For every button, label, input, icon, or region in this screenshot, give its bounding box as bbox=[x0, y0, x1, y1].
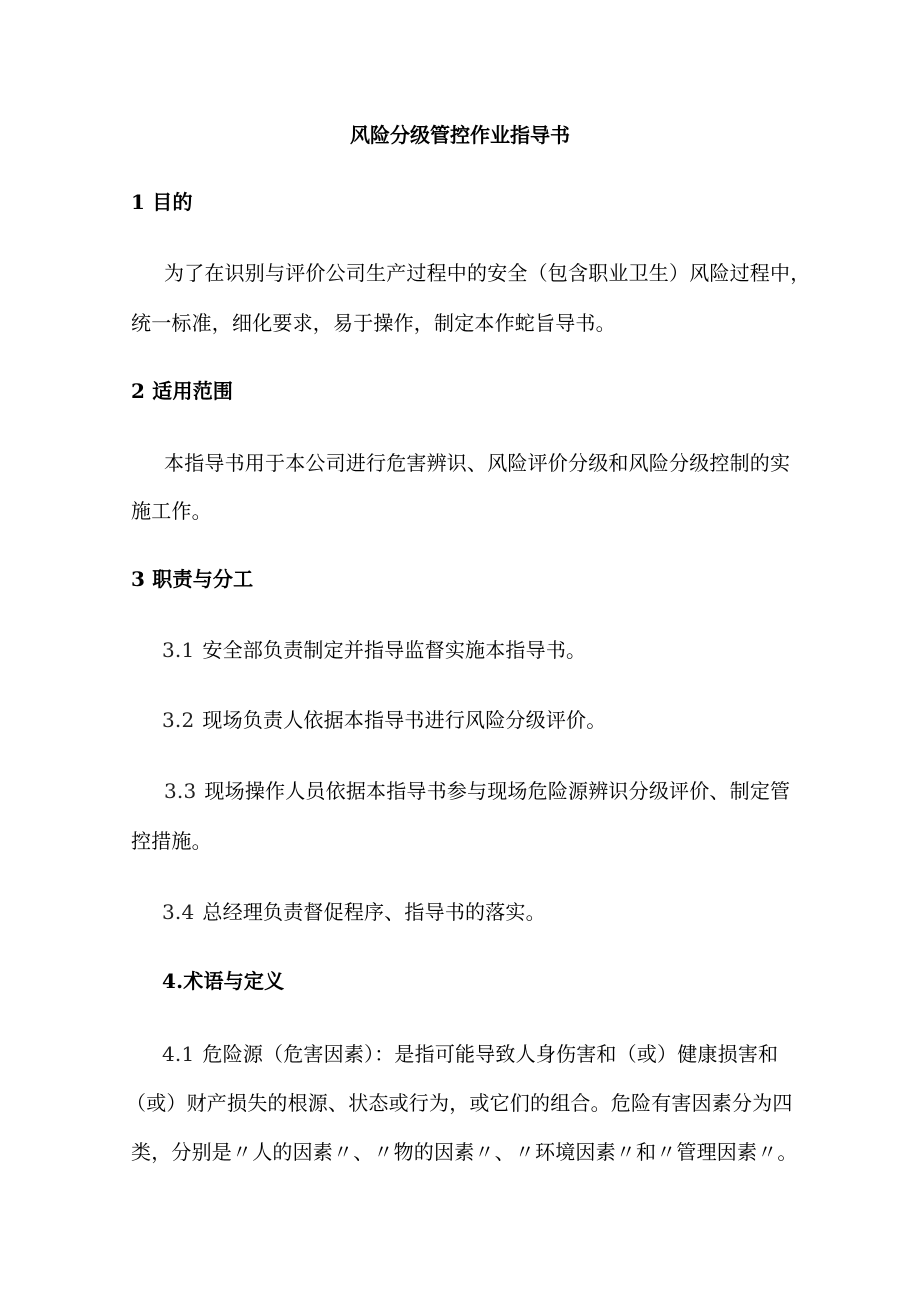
paragraph-line: 类，分别是〃人的因素〃、〃物的因素〃、〃环境因素〃和〃管理因素〃。 bbox=[131, 1140, 798, 1164]
item-number: 3.1 bbox=[162, 638, 195, 662]
item-text: 危险源（危害因素）：是指可能导致人身伤害和（或）健康损害和 bbox=[202, 1042, 779, 1066]
paragraph-line: 统一标准，细化要求，易于操作，制定本作蛇旨导书。 bbox=[131, 311, 616, 335]
list-item-3-2 bbox=[162, 706, 606, 734]
section-heading-text: 术语与定义 bbox=[183, 969, 285, 993]
item-text: 现场操作人员依据本指导书参与现场危险源辨识分级评价、制定管 bbox=[204, 779, 791, 803]
list-item-4-1 bbox=[162, 1040, 778, 1068]
section-heading-text: 适用范围 bbox=[152, 379, 234, 403]
item-text: 安全部负责制定并指导监督实施本指导书。 bbox=[202, 638, 587, 662]
paragraph-line: 施工作。 bbox=[131, 499, 212, 523]
list-item-3-4 bbox=[162, 898, 546, 926]
section-number: 2 bbox=[131, 379, 146, 403]
paragraph-line: 本指导书用于本公司进行危害辨识、风险评价分级和风险分级控制的实 bbox=[164, 451, 791, 475]
paragraph-line: （或）财产损失的根源、状态或行为，或它们的组合。危险有害因素分为四 bbox=[126, 1091, 793, 1115]
section-heading-text: 目的 bbox=[152, 190, 193, 214]
section-number: 4. bbox=[162, 969, 184, 993]
section-heading-text: 职责与分工 bbox=[152, 567, 254, 591]
section-3-heading bbox=[131, 565, 253, 593]
section-number: 1 bbox=[131, 190, 146, 214]
item-number: 3.4 bbox=[162, 900, 195, 924]
item-number: 3.2 bbox=[162, 708, 195, 732]
section-2-heading bbox=[131, 377, 233, 405]
item-text: 现场负责人依据本指导书进行风险分级评价。 bbox=[202, 708, 607, 732]
section-1-heading bbox=[131, 188, 193, 216]
section-number: 3 bbox=[131, 567, 146, 591]
item-number: 3.3 bbox=[164, 779, 197, 803]
document-title: 风险分级管控作业指导书 bbox=[350, 123, 570, 147]
list-item-3-1 bbox=[162, 636, 586, 664]
item-text: 总经理负责督促程序、指导书的落实。 bbox=[202, 900, 546, 924]
paragraph-line: 控措施。 bbox=[131, 829, 212, 853]
item-number: 4.1 bbox=[162, 1042, 195, 1066]
section-4-heading bbox=[162, 967, 284, 995]
paragraph-line: 为了在识别与评价公司生产过程中的安全（包含职业卫生）风险过程中， bbox=[164, 261, 811, 285]
list-item-3-3 bbox=[164, 777, 790, 805]
